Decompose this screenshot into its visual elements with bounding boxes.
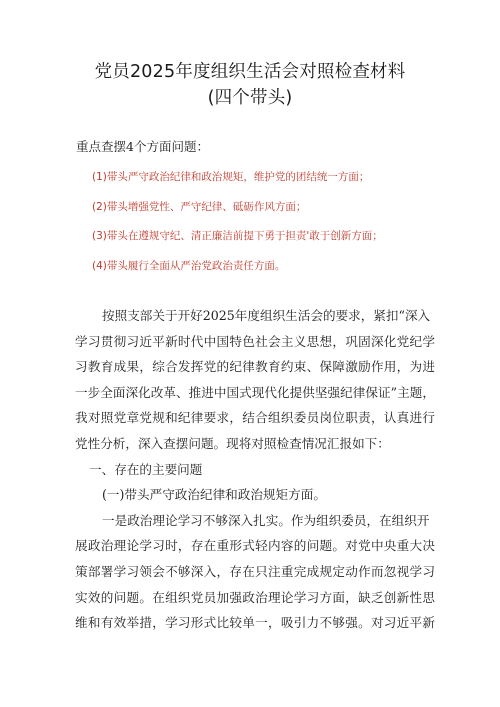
paragraph-line: 党性分析，深入查摆问题。现将对照检查情况汇报如下： xyxy=(75,435,390,451)
subsection-heading: (一)带头严守政治纪律和政治规矩方面。 xyxy=(102,487,326,503)
problem-item: (3)带头在遵规守纪、清正廉洁前提下勇于担责'敢于创新方面； xyxy=(92,230,383,242)
paragraph-line: 学习贯彻习近平新时代中国特色社会主义思想，巩固深化党纪学 xyxy=(75,333,435,349)
document-subtitle: (四个带头) xyxy=(207,88,293,108)
body-text xyxy=(75,303,435,636)
paragraph-line: 我对照党章党规和纪律要求，结合组织委员岗位职责，认真进行 xyxy=(75,410,435,426)
paragraph-line: 习教育成果，综合发挥党的纪律教育约束、保障激励作用，为进 xyxy=(75,359,435,375)
paragraph-line: 维和有效举措，学习形式比较单一，吸引力不够强。对习近平新 xyxy=(75,615,435,631)
problem-item: (2)带头增强党性、严守纪律、砥砺作风方面； xyxy=(92,200,307,213)
paragraph-line: 展政治理论学习时，存在重形式轻内容的问题。对党中央重大决 xyxy=(75,538,435,554)
paragraph-line: 实效的问题。在组织党员加强政治理论学习方面，缺乏创新性思 xyxy=(75,589,435,605)
paragraph-line: 一步全面深化改革、推进中国式现代化提供坚强纪律保证”主题， xyxy=(75,384,435,400)
problem-list xyxy=(92,170,383,288)
document-title: 党员2025年度组织生活会对照检查材料 xyxy=(94,62,406,82)
paragraph-line: 一是政治理论学习不够深入扎实。作为组织委员，在组织开 xyxy=(102,512,430,528)
paragraph-line: 策部署学习领会不够深入，存在只注重完成规定动作而忽视学习 xyxy=(75,563,435,579)
section-heading: 一、存在的主要问题 xyxy=(89,461,203,477)
problem-item: (1)带头严守政治纪律和政治规矩，维护党的团结统一方面； xyxy=(92,171,370,183)
lead-text: 重点查摆4个方面问题： xyxy=(76,139,209,154)
problem-item: (4)带头履行全面从严治党政治责任方面。 xyxy=(92,259,286,272)
paragraph-line: 按照支部关于开好2025年度组织生活会的要求，紧扣“深入 xyxy=(102,308,431,323)
